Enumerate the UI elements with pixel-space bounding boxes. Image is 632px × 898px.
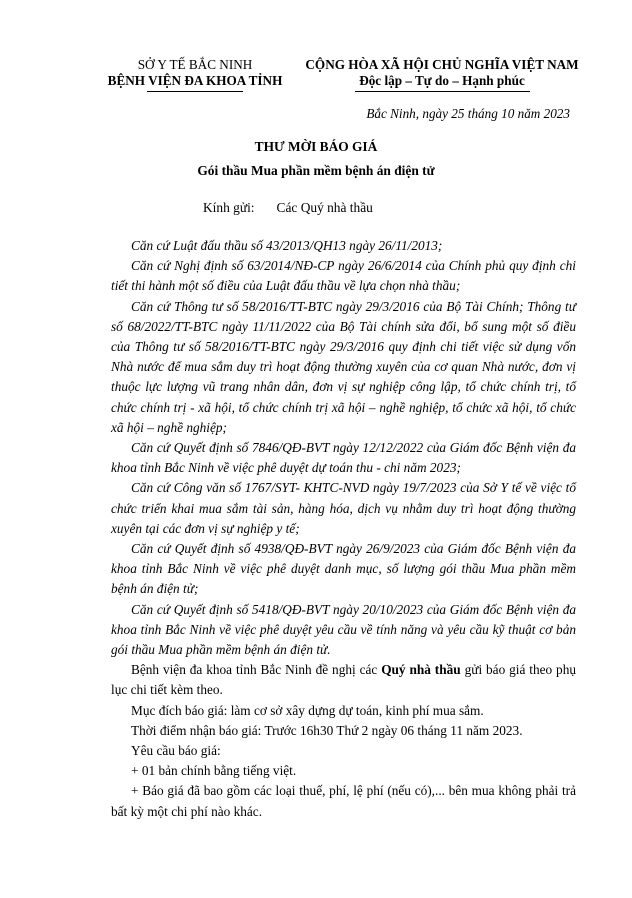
- requirement-item-2: + Báo giá đã bao gồm các loại thuế, phí, lệ phí (nếu có),... bên mua không phải trả bất kỳ một chi phí nào khác.: [111, 783, 576, 819]
- recipient-label: Kính gửi:: [203, 200, 255, 215]
- agency-parent: SỞ Y TẾ BẮC NINH: [137, 57, 253, 72]
- motto-underline: [355, 91, 530, 92]
- requirement-item-1: + 01 bản chính bằng tiếng việt.: [131, 763, 297, 779]
- document-subtitle: Gói thầu Mua phần mềm bệnh án điện tử: [197, 163, 435, 178]
- legal-basis-5: Căn cứ Công văn số 1767/SYT- KHTC-NVD ngày 19/7/2023 của Sở Y tế về việc tổ chức triển khai mua sắm tài sản, hàng hóa, dịch vụ nhằm duy trì hoạt động thường xuyên tại các đơn vị sự nghiệp y tế;: [111, 480, 576, 536]
- legal-basis-6: Căn cứ Quyết định số 4938/QĐ-BVT ngày 26/9/2023 của Giám đốc Bệnh viện đa khoa tỉnh Bắc Ninh về việc phê duyệt danh mục, số lượng gói thầu Mua phần mềm bệnh án điện tử;: [111, 541, 576, 597]
- deadline-paragraph: Thời điểm nhận báo giá: Trước 16h30 Thứ 2 ngày 06 tháng 11 năm 2023.: [131, 722, 523, 738]
- document-body: [111, 236, 576, 822]
- recipient-line: [203, 200, 373, 216]
- legal-basis-1: Căn cứ Luật đấu thầu số 43/2013/QH13 ngày 26/11/2013;: [131, 238, 443, 253]
- request-text-bold: Quý nhà thầu: [381, 662, 461, 678]
- national-motto: [292, 57, 592, 92]
- agency-underline: [147, 91, 243, 92]
- legal-basis-7: Căn cứ Quyết định số 5418/QĐ-BVT ngày 20/10/2023 của Giám đốc Bệnh viện đa khoa tỉnh Bắc Ninh về việc phê duyệt yêu cầu về tính năng và yêu cầu kỹ thuật cơ bản gói thầu Mua phần mềm bệnh án điện tử.: [111, 601, 576, 658]
- agency-name: BỆNH VIỆN ĐA KHOA TỈNH: [107, 73, 283, 88]
- recipient-value: Các Quý nhà thầu: [276, 200, 373, 215]
- requirements-heading: Yêu cầu báo giá:: [131, 743, 221, 759]
- request-text-before: Bệnh viện đa khoa tỉnh Bắc Ninh đề nghị các: [131, 662, 382, 678]
- date-line: Bắc Ninh, ngày 25 tháng 10 năm 2023: [366, 106, 570, 121]
- request-text-after: gửi báo giá theo phụ lục chi tiết kèm theo.: [111, 662, 577, 698]
- document-title: THƯ MỜI BÁO GIÁ: [254, 139, 378, 154]
- request-paragraph: [111, 660, 576, 700]
- country-name: CỘNG HÒA XÃ HỘI CHỦ NGHĨA VIỆT NAM: [305, 57, 579, 72]
- legal-basis-2: Căn cứ Nghị định số 63/2014/NĐ-CP ngày 26/6/2014 của Chính phủ quy định chi tiết thi hành một số điều của Luật đấu thầu về lựa chọn nhà thầu;: [111, 258, 576, 294]
- issuing-agency: [85, 57, 305, 92]
- legal-basis-4: Căn cứ Quyết định số 7846/QĐ-BVT ngày 12/12/2022 của Giám đốc Bệnh viện đa khoa tỉnh Bắc Ninh về việc phê duyệt dự toán thu - chi năm 2023;: [111, 440, 576, 476]
- purpose-paragraph: Mục đích báo giá: làm cơ sở xây dựng dự toán, kinh phí mua sắm.: [131, 702, 484, 718]
- motto: Độc lập – Tự do – Hạnh phúc: [359, 73, 525, 88]
- document-header: [0, 57, 632, 99]
- legal-basis-3: Căn cứ Thông tư số 58/2016/TT-BTC ngày 29/3/2016 của Bộ Tài Chính; Thông tư số 68/2022/TT-BTC ngày 11/11/2022 của Bộ Tài chính sửa đổi, bổ sung một số điều của Thông tư số 58/2016/TT-BTC ngày 29/3/2016 quy định chi tiết việc sử dụng vốn Nhà nước để mua sắm duy trì hoạt động thường xuyên của cơ quan Nhà nước, đơn vị thuộc lực lượng vũ trang nhân dân, đơn vị sự nghiệp công lập, tổ chức chính trị, tổ chức chính trị - xã hội, tổ chức chính trị xã hội – nghề nghiệp, tổ chức xã hội, tổ chức xã hội – nghề nghiệp;: [111, 298, 576, 435]
